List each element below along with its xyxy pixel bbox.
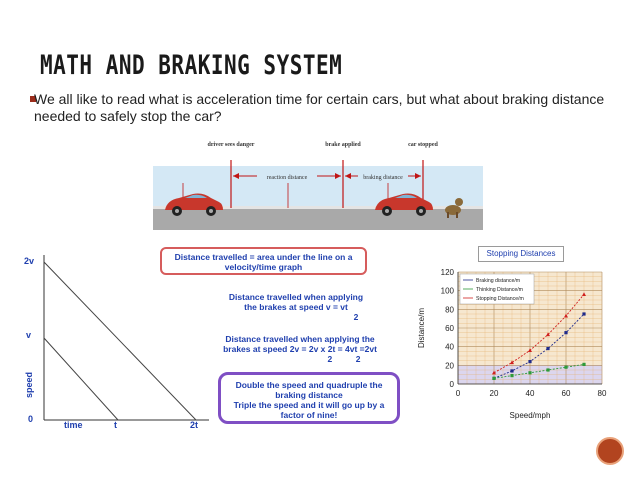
data-point — [582, 363, 585, 366]
x-label-t: t — [114, 420, 117, 430]
x-label-time: time — [64, 420, 83, 430]
x-tick-label: 20 — [489, 389, 499, 398]
bullet-text: We all like to read what is acceleration time for certain cars, but what about braking distance needed to safely stop the car? — [34, 91, 605, 124]
data-point — [510, 374, 513, 377]
page-badge-icon — [596, 437, 624, 465]
legend-entry: Thinking Distance/m — [476, 287, 523, 293]
brake-applied-label: brake applied — [325, 142, 361, 148]
explain-speed-v: Distance travelled when applying the brakes at speed v = vt 2 — [228, 292, 364, 322]
y-tick-label: 0 — [449, 380, 454, 389]
x-tick-label: 60 — [561, 389, 571, 398]
x-label-2t: 2t — [190, 420, 199, 430]
data-point — [492, 377, 495, 380]
data-point — [564, 366, 567, 369]
y-label-v: v — [26, 330, 32, 340]
data-point — [546, 347, 549, 350]
y-axis-title: Distance/m — [417, 307, 426, 349]
reaction-distance-label: reaction distance — [266, 175, 308, 181]
y-label-0: 0 — [28, 414, 34, 424]
y-axis-title: speed — [24, 371, 34, 398]
speed-line-v — [44, 338, 118, 420]
x-tick-label: 40 — [525, 389, 535, 398]
x-tick-label: 80 — [597, 389, 607, 398]
y-tick-label: 120 — [440, 268, 454, 277]
data-point — [546, 368, 549, 371]
diagram-road — [153, 208, 483, 230]
x-axis-title: Speed/mph — [509, 411, 551, 420]
x-tick-label: 0 — [455, 389, 461, 398]
data-point — [528, 360, 531, 363]
callout-text: Distance travelled = area under the line on a — [174, 252, 353, 262]
stopping-distance-chart — [412, 244, 612, 434]
data-point — [510, 369, 513, 372]
slide-title: MATH AND BRAKING SYSTEM — [40, 50, 343, 80]
y-label-2v: 2v — [24, 256, 35, 266]
y-tick-label: 80 — [445, 305, 454, 315]
speed-time-graph — [14, 250, 214, 435]
data-point — [564, 331, 567, 334]
speed-line-2v — [44, 262, 196, 420]
y-tick-label: 20 — [445, 361, 454, 371]
explain-speed-2v: Distance travelled when applying the brakes at speed 2v = 2v x 2t = 4vt =2vt 2 2 — [223, 334, 377, 364]
callout-text: velocity/time graph — [224, 262, 303, 272]
chart-title: Stopping Distances — [478, 246, 564, 262]
legend-entry: Stopping Distance/m — [476, 296, 524, 302]
data-point — [528, 371, 531, 374]
braking-distance-label: braking distance — [363, 175, 403, 181]
y-tick-label: 40 — [445, 342, 454, 352]
y-tick-label: 60 — [445, 324, 454, 333]
area-callout — [160, 247, 367, 275]
summary-callout: Double the speed and quadruple the braking distance Triple the speed and it will go up by a factor of nine! — [218, 372, 400, 424]
data-point — [582, 312, 585, 315]
y-tick-label: 100 — [440, 286, 454, 296]
driver-sees-label: driver sees danger — [207, 142, 255, 148]
braking-diagram — [153, 138, 483, 230]
car-stopped-label: car stopped — [408, 142, 438, 148]
legend-entry: Braking distance/m — [476, 278, 521, 284]
